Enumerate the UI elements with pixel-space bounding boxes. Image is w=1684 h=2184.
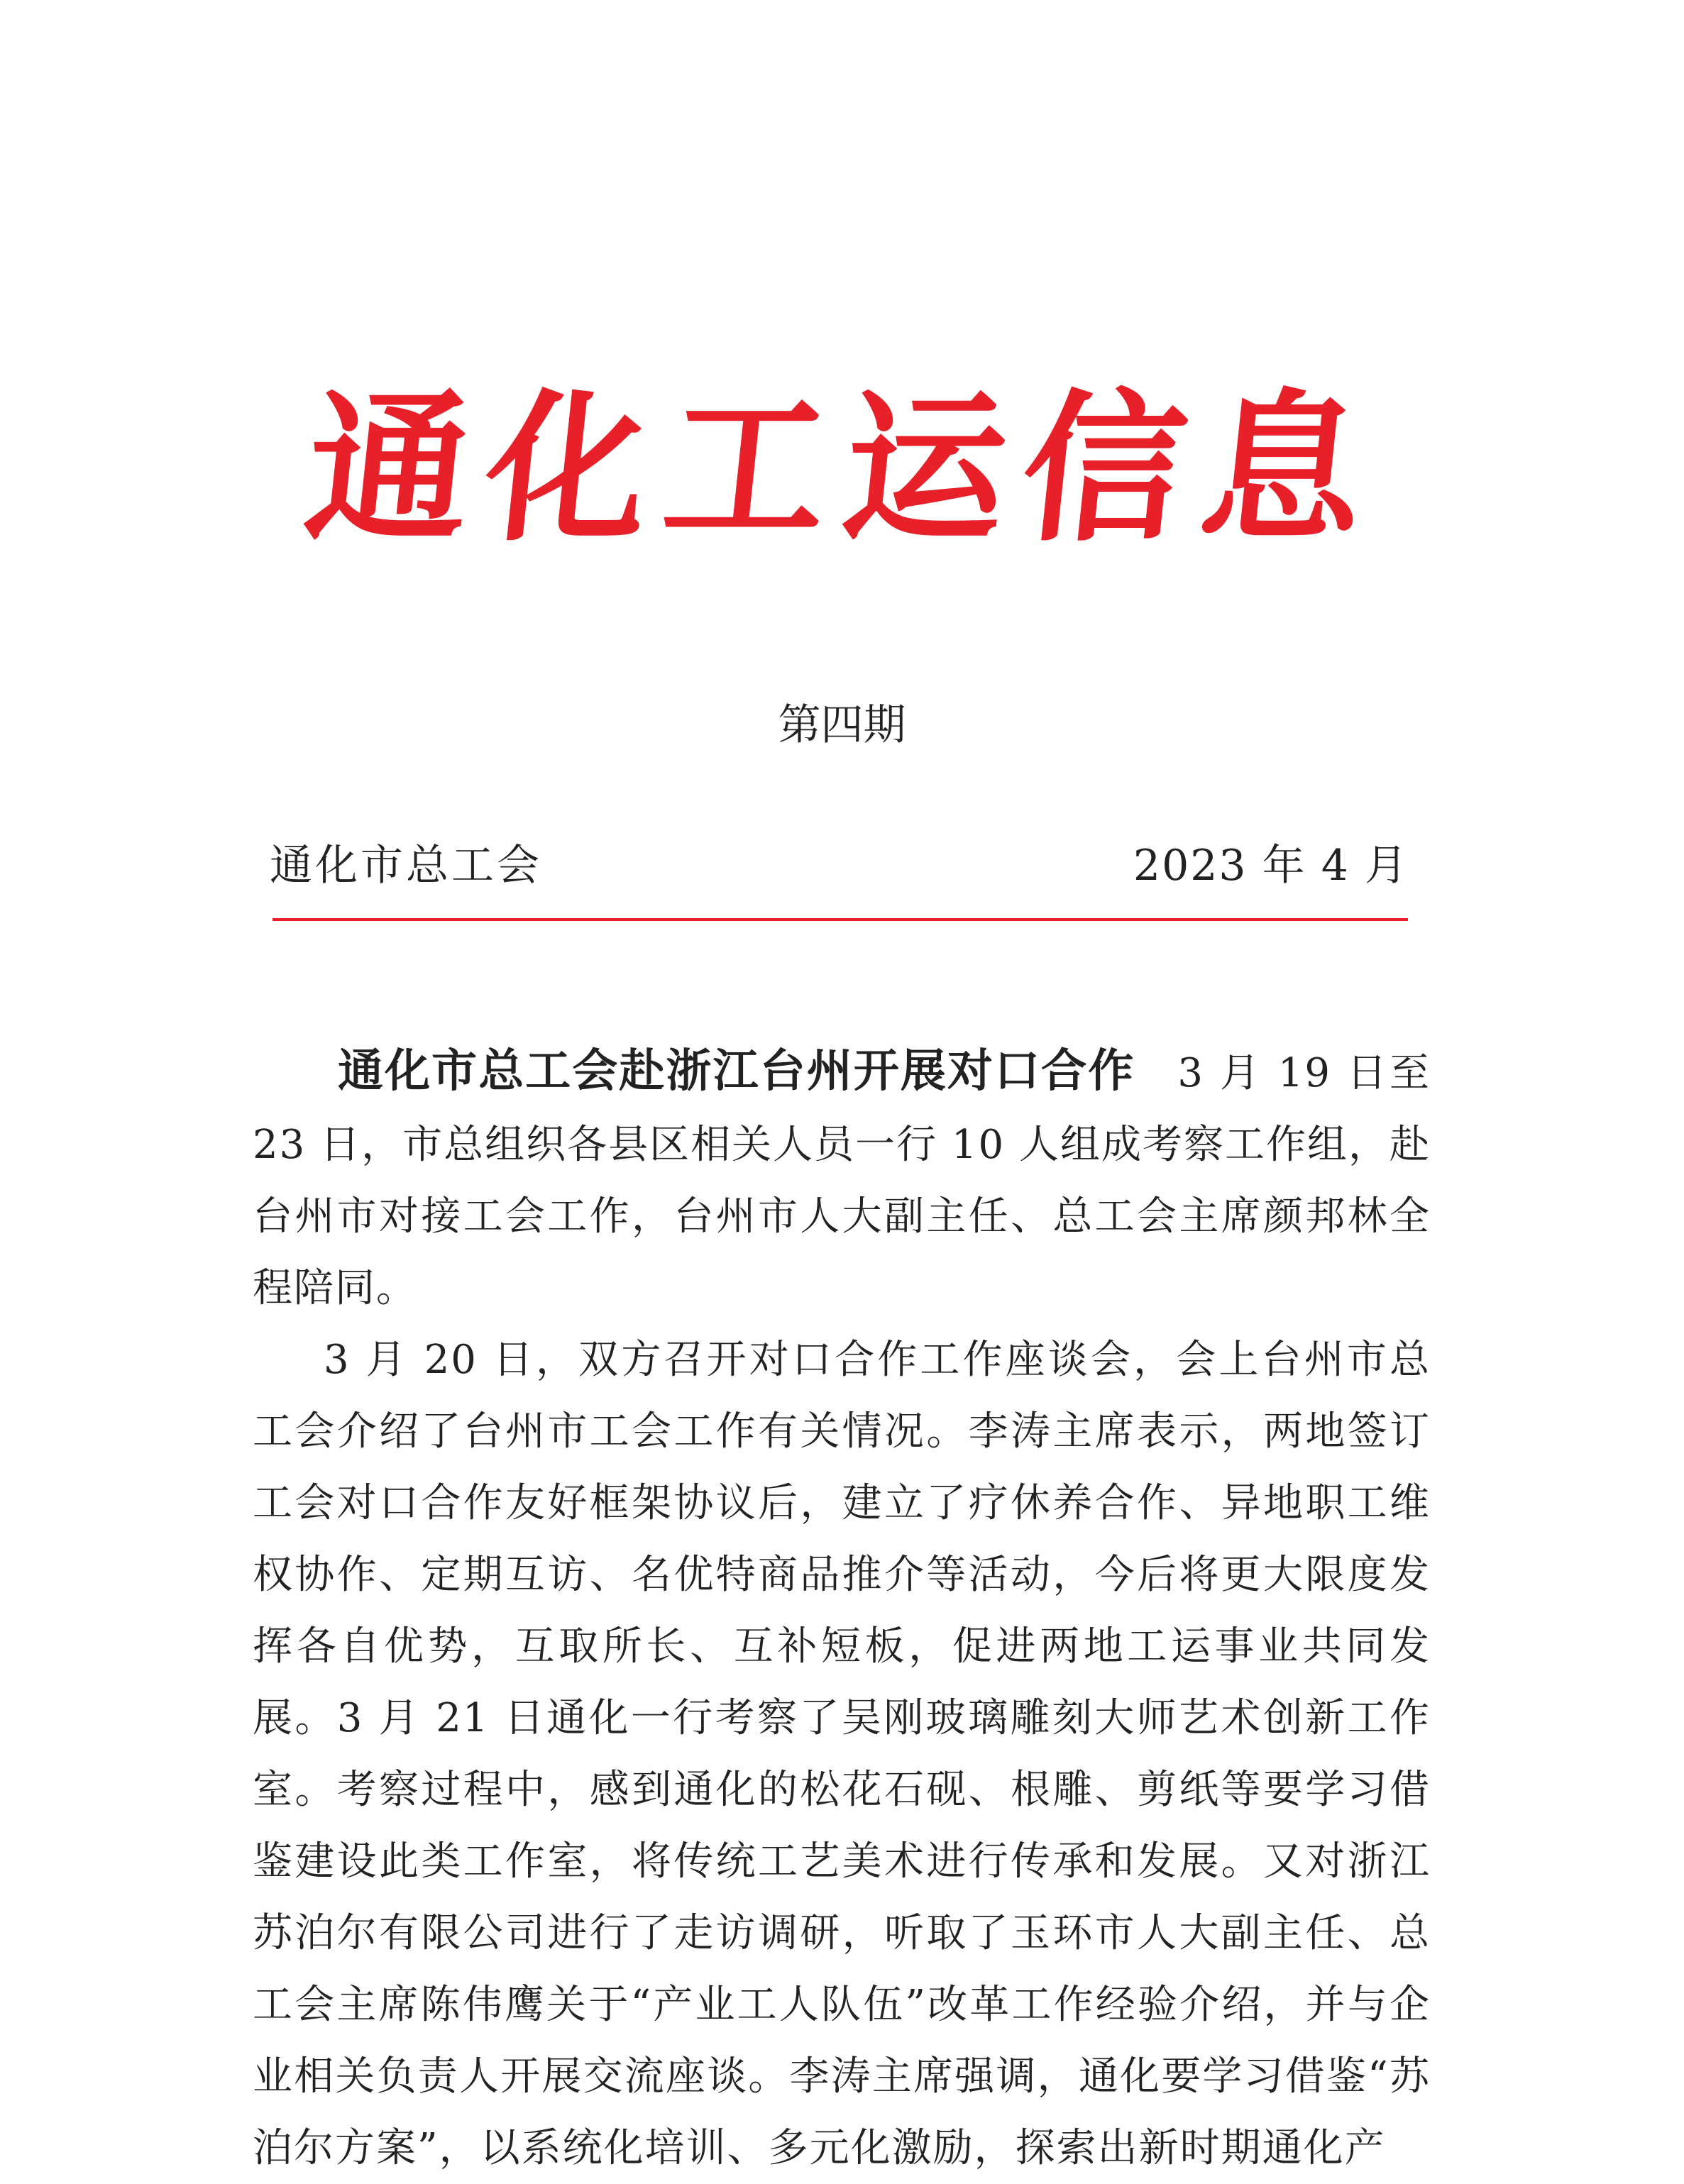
article-paragraph-text: 3 月 20 日，双方召开对口合作工作座谈会，会上台州市总工会介绍了台州市工会工作有关情况。李涛主席表示，两地签订工会对口合作友好框架协议后，建立了疗休养合作、异地职工维权协作、定期互访、名优特商品推介等活动，今后将更大限度发挥各自优势，互取所长、互补短板，促进两地工运事业共同发展。3 月 21 日通化一行考察了吴刚玻璃雕刻大师艺术创新工作室。考察过程中，感到通化的松花石砚、根雕、剪纸等要学习借鉴建设此类工作室，将传统工艺美术进行传承和发展。又对浙江苏泊尔有限公司进行了走访调研，听取了玉环市人大副主任、总工会主席陈伟鹰关于“产业工人队伍”改革工作经验介绍，并与企业相关负责人开展交流座谈。李涛主席强调，通化要学习借鉴“苏泊尔方案”，以系统化培训、多元化激励，探索出新时期通化产 [253,1337,1431,2171]
article-body [253,1036,1431,2184]
article-paragraph-text: 3 月 19 日至 23 日，市总组织各县区相关人员一行 10 人组成考察工作组，赴台州市对接工会工作，台州市人大副主任、总工会主席颜邦林全程陪同。 [253,1050,1431,1311]
article-headline: 通化市总工会赴浙江台州开展对口合作 [338,1045,1135,1098]
red-divider-line [273,918,1408,921]
masthead-title: 通化工运信息 [297,373,1392,563]
article-paragraph [253,1036,1431,1324]
issue-number: 第四期 [778,700,906,750]
publication-date: 2023 年 4 月 [1133,841,1409,890]
publisher-name: 通化市总工会 [270,841,542,890]
article-paragraph [253,1324,1431,2184]
